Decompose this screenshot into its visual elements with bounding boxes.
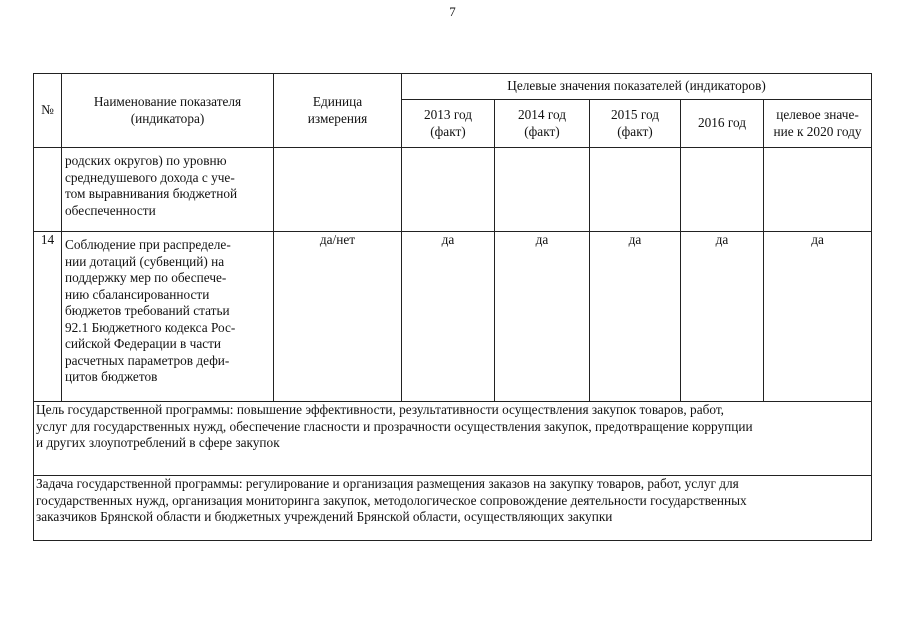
row-name: Соблюдение при распределе- нии дотаций (субвенций) на поддержку мер по обеспече- нию сбалансированности бюджетов требований статьи 92.1 Бюджетного кодекса Рос- сийской Федерации в части расчетных параметров дефи- цитов бюджетов — [62, 232, 274, 402]
row-2016 — [681, 148, 764, 232]
page-number: 7 — [449, 4, 456, 19]
table-row — [34, 232, 872, 402]
row-2020 — [764, 148, 872, 232]
row-2014: да — [495, 232, 590, 402]
header-target-group: Целевые значения показателей (индикаторов) — [402, 74, 872, 100]
row-2015: да — [590, 232, 681, 402]
header-row-top — [34, 74, 872, 100]
header-2014: 2014 год (факт) — [495, 100, 590, 148]
row-2014 — [495, 148, 590, 232]
program-goal-row — [34, 402, 872, 476]
header-2013: 2013 год (факт) — [402, 100, 495, 148]
row-unit: да/нет — [274, 232, 402, 402]
program-goal: Цель государственной программы: повышение эффективности, результативности осуществления закупок товаров, работ, услуг для государственных нужд, обеспечение гласности и прозрачности осуществления закупок, предотвращение коррупции и других злоупотреблений в сфере закупок — [34, 402, 872, 476]
header-num: № — [34, 74, 62, 148]
row-2013: да — [402, 232, 495, 402]
row-2015 — [590, 148, 681, 232]
header-name: Наименование показателя (индикатора) — [62, 74, 274, 148]
row-2016: да — [681, 232, 764, 402]
program-task-row — [34, 476, 872, 541]
row-name: родских округов) по уровню среднедушевого дохода с уче- том выравнивания бюджетной обеспеченности — [62, 148, 274, 232]
row-num: 14 — [34, 232, 62, 402]
header-2020: целевое значе- ние к 2020 году — [764, 100, 872, 148]
row-2020: да — [764, 232, 872, 402]
row-2013 — [402, 148, 495, 232]
row-num — [34, 148, 62, 232]
header-unit: Единица измерения — [274, 74, 402, 148]
header-2016: 2016 год — [681, 100, 764, 148]
table-row — [34, 148, 872, 232]
program-task: Задача государственной программы: регулирование и организация размещения заказов на закупку товаров, работ, услуг для государственных нужд, организация мониторинга закупок, методологическое сопровождение деятельности государственных заказчиков Брянской области и бюджетных учреждений Брянской области, осуществляющих закупки — [34, 476, 872, 541]
header-2015: 2015 год (факт) — [590, 100, 681, 148]
row-unit — [274, 148, 402, 232]
indicators-table — [33, 73, 872, 541]
